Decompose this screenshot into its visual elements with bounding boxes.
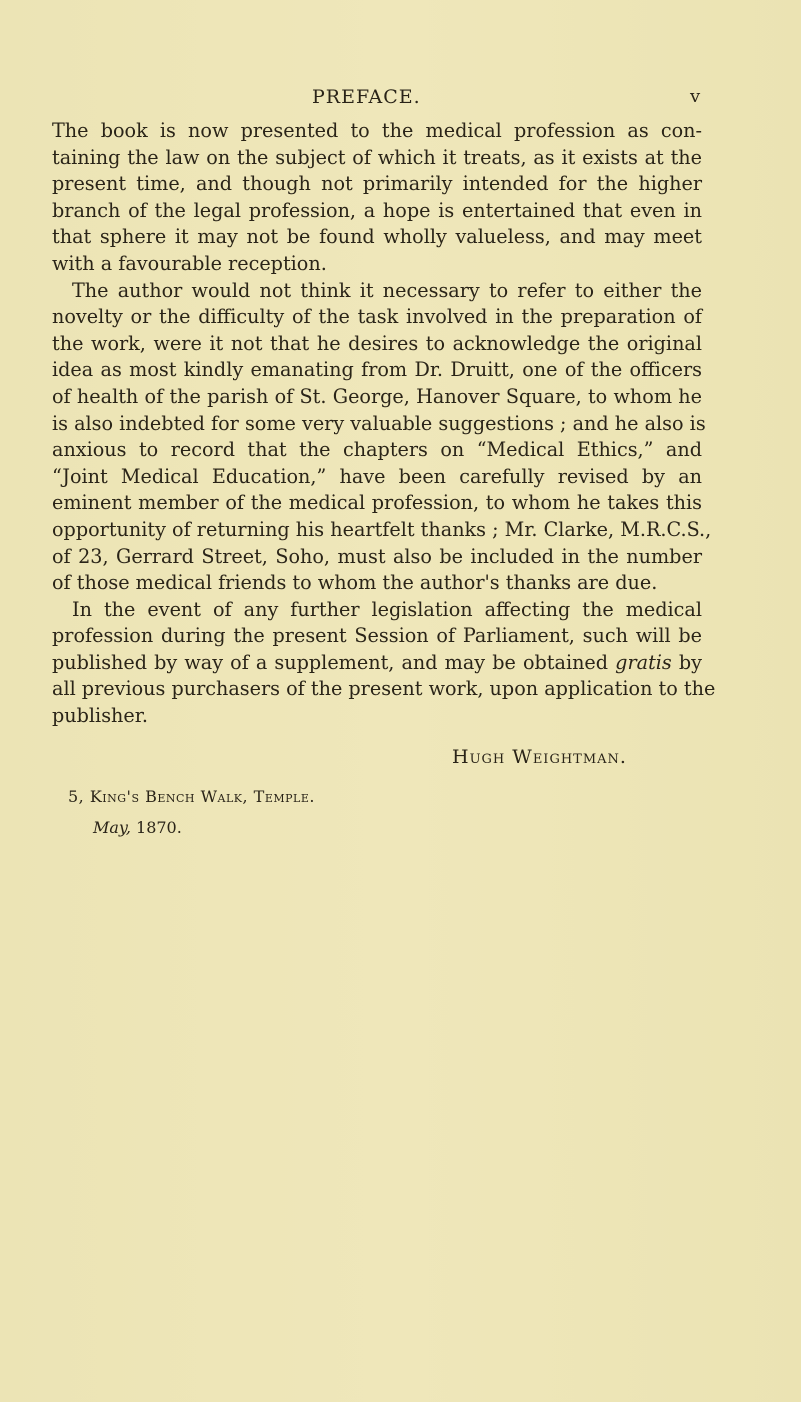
page-number: v xyxy=(690,86,701,107)
text-line: taining the law on the subject of which it treats, as it exists at the xyxy=(52,145,702,169)
italic-word: gratis xyxy=(615,650,672,674)
text-line: is also indebted for some very valuable suggestions ; and he also is xyxy=(52,411,706,435)
running-title: PREFACE. xyxy=(312,86,421,108)
text-line: eminent member of the medical profession, to whom he takes this xyxy=(52,491,702,515)
date-year: 1870. xyxy=(136,818,182,837)
text-line: “Joint Medical Education,” have been carefully revised by an xyxy=(52,464,702,488)
text-line: idea as most kindly emanating from Dr. Druitt, one of the officers xyxy=(52,358,702,382)
text-line: opportunity of returning his heartfelt thanks ; Mr. Clarke, M.R.C.S., xyxy=(52,517,712,541)
text-line: In the event of any further legislation affecting the medical xyxy=(72,597,702,621)
text-line: of those medical friends to whom the author's thanks are due. xyxy=(52,571,658,595)
text-line: The author would not think it necessary to refer to either the xyxy=(72,278,702,302)
text-line: The book is now presented to the medical profession as con- xyxy=(52,119,702,142)
text-line: that sphere it may not be found wholly valueless, and may meet xyxy=(52,225,702,249)
text-line: the work, were it not that he desires to acknowledge the original xyxy=(52,331,702,355)
text-line: profession during the present Session of Parliament, such will be xyxy=(52,624,702,648)
text-line: with a favourable reception. xyxy=(52,251,327,275)
text-line: present time, and though not primarily intended for the higher xyxy=(52,172,702,196)
date-month: May, xyxy=(93,818,131,837)
page-header xyxy=(0,86,801,116)
text-line: anxious to record that the chapters on “Medical Ethics,” and xyxy=(52,438,702,462)
text-line: all previous purchasers of the present work, upon application to the xyxy=(52,677,716,701)
text-line: of 23, Gerrard Street, Soho, must also be included in the number xyxy=(52,544,702,568)
text-fragment: published by way of a supplement, and may be obtained xyxy=(52,650,609,674)
preface-text xyxy=(52,118,716,730)
text-line: publisher. xyxy=(52,704,148,728)
text-line: of health of the parish of St. George, Hanover Square, to whom he xyxy=(52,384,702,408)
author-signature: Hugh Weightman. xyxy=(452,746,627,768)
text-line xyxy=(52,650,702,677)
preface-date xyxy=(93,818,182,837)
text-line: novelty or the difficulty of the task involved in the preparation of xyxy=(52,305,702,329)
text-fragment: by xyxy=(678,650,702,674)
text-line: branch of the legal profession, a hope is entertained that even in xyxy=(52,198,702,222)
author-address: 5, King's Bench Walk, Temple. xyxy=(68,787,315,806)
